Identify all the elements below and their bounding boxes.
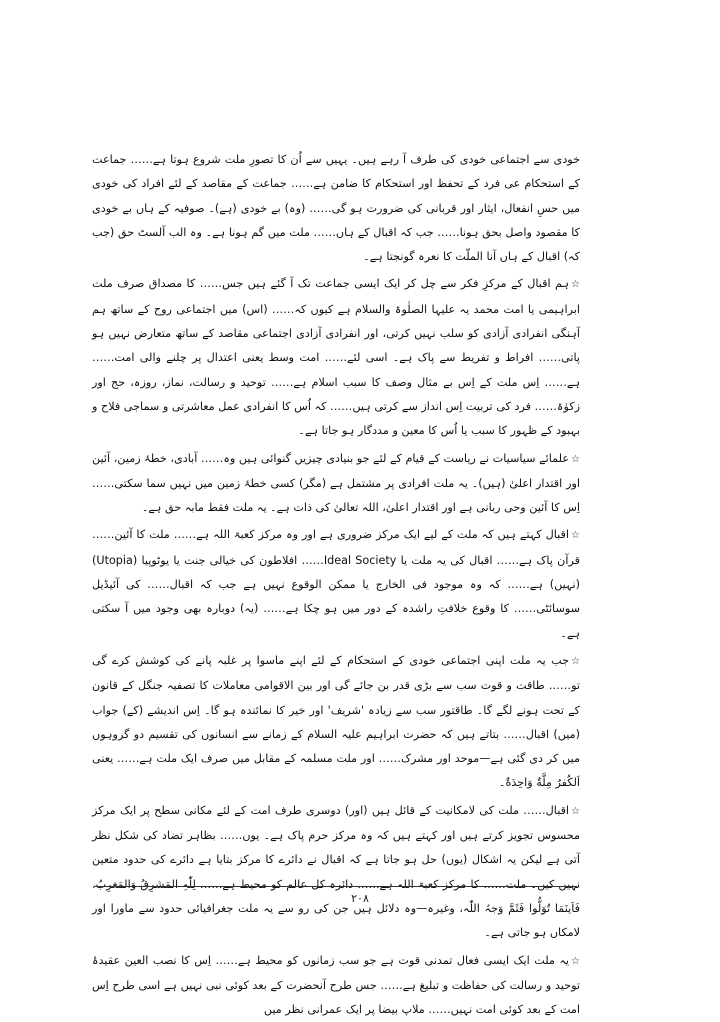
bullet-paragraph — [92, 949, 580, 1022]
star-bullet-icon: ☆ — [571, 448, 580, 472]
star-bullet-icon: ☆ — [571, 524, 580, 548]
paragraph-text: علمائے سیاسیات نے ریاست کے قیام کے لئے جو بنیادی چیزیں گنوائی ہیں وہ…… آبادی، خطۂ زمین، آئین اور اقتدار اعلیٰ (ہیں)۔ یہ ملت افرادی پر مشتمل ہے (مگر) کسی خطۂ زمین میں نہیں سما سکتی…… اِس کا آئین وحی ربانی ہے اور اقتدار اعلیٰ، اللہ تعالیٰ کی ذات ہے۔ یہ ملت فقط مابہ حق ہے۔ — [92, 452, 580, 515]
paragraph-text: یہ ملت ایک ایسی فعال تمدنی قوت ہے جو سب زمانوں کو محیط ہے…… اِس کا نصب العین عقیدۂ توحید و رسالت کی حفاظت و تبلیغ ہے…… جس طرح آنحضرت کے بعد کوئی نبی نہیں ہے اسی طرح اِس امت کے بعد کوئی امت نہیں…… ملاپ بیضا پر ایک عمرانی نظر میں — [92, 954, 580, 1017]
page-body — [92, 148, 580, 878]
bullet-paragraph — [92, 272, 580, 443]
footer-divider — [95, 886, 577, 887]
bullet-paragraph — [92, 799, 580, 946]
bullet-paragraph — [92, 523, 580, 645]
bullet-paragraph — [92, 649, 580, 796]
paragraph-text: جب یہ ملت اپنی اجتماعی خودی کے استحکام کے لئے اپنے ماسوا پر غلبہ پانے کی کوشش کرے گی تو…… طاقت و قوت سب سے بڑی قدر بن جائے گی اور بین الاقوامی معاملات کا تصفیہ جنگل کے قانون کے تحت ہونے لگے گا۔ طاقتور سب سے زیادہ 'شریف' اور خیر کا نمائندہ ہو گا۔ اِس اندیشے (کے) جواب (میں) اقبال…… بتاتے ہیں کہ حضرت ابراہیم علیہ السلام کے زمانے سے انسانوں کی تقسیم دو گروہوں میں کر دی گئی ہے—موحد اور مشرک…… اور ملت مسلمہ کے مقابل میں صرف ایک ملت ہے…… یعنی اَلکُفرُ مِلَّةٌ وَاحِدَةٌ۔ — [92, 654, 580, 789]
star-bullet-icon: ☆ — [571, 950, 580, 974]
paragraph-text: ہم اقبال کے مرکزِ فکر سے چل کر ایک ایسی جماعت تک آ گئے ہیں جس…… کا مصداق صرف ملت ابراہیمی یا امت محمد یہ علیہا الصلٰوۃ والسلام ہے کیوں کہ…… (اس) میں اجتماعی روح کے ساتھ ہم آہنگی انفرادی آزادی کو سلب نہیں کرتی، اور انفرادی آزادی اجتماعی مقاصد کے ساتھ متعارض نہیں ہو پاتی…… افراط و تفریط سے پاک ہے۔ اسی لئے…… امت وسط یعنی اعتدال پر چلنے والی امت…… ہے…… اِس ملت کے اِس بے مثال وصف کا سبب اسلام ہے…… توحید و رسالت، نماز، روزہ، حج اور زکوٰۃ…… فرد کی تربیت اِس انداز سے کرتی ہیں…… کہ اُس کا انفرادی عمل معاشرتی و سماجی فلاح و بہبود کے ظہور کا سبب یا اُس کا معین و مددگار ہو جاتا ہے۔ — [92, 277, 580, 437]
star-bullet-icon: ☆ — [571, 800, 580, 824]
paragraph — [92, 148, 580, 269]
star-bullet-icon: ☆ — [571, 273, 580, 297]
page-number: ۲۰۸ — [0, 892, 720, 905]
paragraph-text: اقبال…… ملت کی لامکانیت کے قائل ہیں (اور) دوسری طرف امت کے لئے مکانی سطح پر ایک مرکز محسوس تجویز کرتے ہیں اور کہتے ہیں کہ وہ مرکز حرم پاک ہے۔ یوں…… بظاہر تضاد کی شکل نظر آتی ہے لیکن یہ اشکال (یوں) حل ہو جاتا ہے کہ اقبال نے دائرے کا مرکز بتایا ہے دائرے کی حدود متعین نہیں کیں۔ ملت…… کا مرکز کعبۃ اللہ ہے…… دائرہ کل عالم کو محیط ہے…… لِلّٰہِ المَشرِقُ وَالمَغرِبُ، فَاَینَمَا تُوَلُّوا فَثَمَّ وَجہُ اللّٰہ، وغیرہ—وہ دلائل ہیں جن کی رو سے یہ ملت جغرافیائی حدود سے ماورا اور لامکاں ہو جاتی ہے۔ — [92, 804, 580, 939]
paragraph-text: اقبال کہتے ہیں کہ ملت کے لیے ایک مرکز ضروری ہے اور وہ مرکز کعبۃ اللہ ہے…… ملت کا آئین…… قرآن پاک ہے…… اقبال کی یہ ملت یا Ideal Society…… افلاطون کی خیالی جنت یا یوٹوپیا (Utopia) (نہیں) ہے…… کہ وہ موجود فی الخارج یا ممکن الوقوع نہیں ہے جب کہ اقبال…… کی آئیڈیل سوسائٹی…… کا وقوع خلافتِ راشدہ کے دور میں ہو چکا ہے…… (یہ) دوبارہ بھی وجود میں آ سکتی ہے۔ — [92, 528, 580, 639]
paragraph-text: خودی سے اجتماعی خودی کی طرف آ رہے ہیں۔ یہیں سے اُن کا تصورِ ملت شروع ہوتا ہے…… جماعت کے استحکام عی فرد کے تحفظ اور استحکام کا ضامن ہے…… جماعت کے مقاصد کے لئے افراد کی خودی میں حسِ انفعال، ایثار اور قربانی کی ضرورت ہو گی…… (وہ) بے خودی (ہے)۔ صوفیہ کے ہاں بے خودی کا مقصود واصل بحق ہونا…… جب کہ اقبال کے ہاں…… ملت میں گم ہونا ہے۔ وہ الب آلسٹ حق (جب کہ) اقبال کے ہاں آنا الملّت کا نعرہ گونجتا ہے۔ — [92, 153, 580, 263]
star-bullet-icon: ☆ — [571, 650, 580, 674]
bullet-paragraph — [92, 447, 580, 521]
